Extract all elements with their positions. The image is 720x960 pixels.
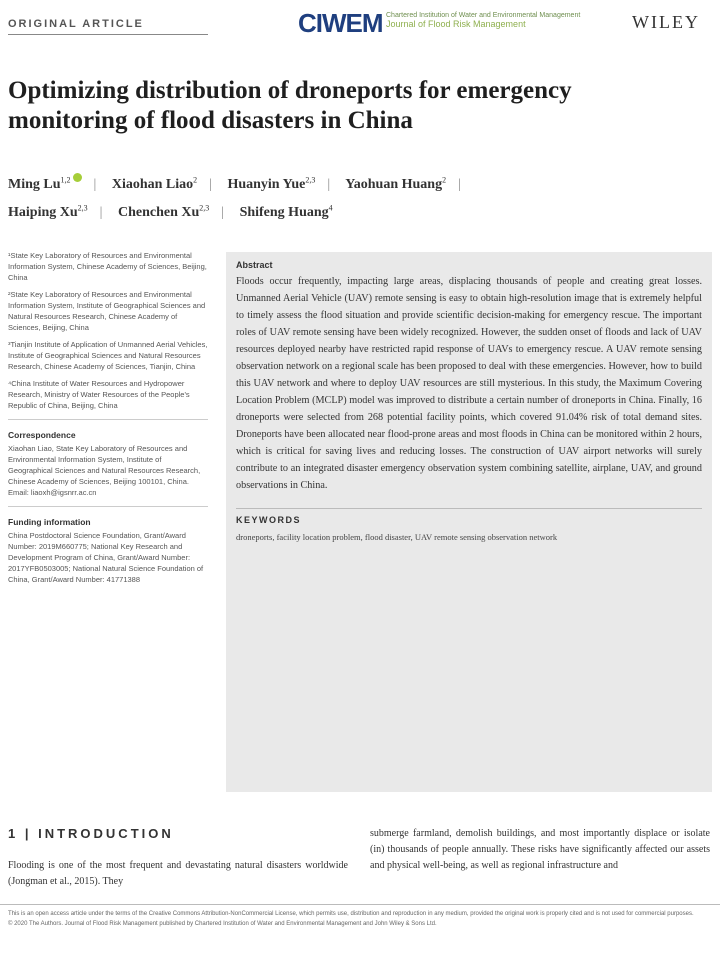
keywords-text: droneports, facility location problem, flood disaster, UAV remote sensing observation network — [236, 532, 558, 542]
journal-sub-line-2: Journal of Flood Risk Management — [386, 19, 526, 29]
author[interactable]: Huanyin Yue$^{2,3}$ — [227, 175, 316, 192]
journal-subtitle — [386, 12, 616, 28]
sidebar-divider — [8, 506, 208, 507]
abstract-heading: Abstract — [236, 260, 273, 270]
journal-header — [0, 0, 720, 44]
abstract-text: Floods occur frequently, impacting large areas, displacing thousands of people and creating great losses. Unmanned Aerial Vehicle (UAV) remote sensing is easy to obtain high-resolution image that is extremely helpful to timely assess the flood situation and provide scientific decision-making for emergency rescue. The important roles of UAV remote sensing have been widely recognized. However, the sudden onset of floods and lack of UAV resources deployed nearby have restricted rapid response of UAVs to emergency rescue. A UAV remote sensing observation network on a regional scale has been proposed to deal with these emergencies. However, how to build this UAV network and where to deploy UAV resources are still mysterious. In this study, the Maximum Covering Location Problem (MCLP) model was improved to distribute a certain number of droneports in China. Finally, 16 droneports were selected from 268 potential facility points, which covered 91.04% risk of total demand sites. Droneports have been allocated near flood-prone areas and most floods in China can be monitored within 2 hours, which is critical for saving lives and reducing losses. The construction of UAV airport networks will surely contribute to an integrated disaster emergency observation system combining satellite, airplane, UAV, and ground observations in China. — [236, 276, 702, 491]
article-title: Optimizing distribution of droneports for emergency monitoring of flood disasters in China — [8, 77, 572, 134]
author[interactable]: Shifeng Huang$^4$ — [239, 203, 333, 221]
orcid-icon[interactable] — [73, 173, 82, 182]
journal-sub-line-1: Chartered Institution of Water and Environmental Management — [386, 12, 581, 19]
keywords-heading: KEYWORDS — [236, 508, 702, 525]
author-list: Ming Lu$^{1,2}$ | Xiaohan Liao$^2$ | Huanyin Yue$^{2,3}$ | Yaohuan Huang$^2$ | Haiping Xu$^{2,3}$ | Chenchen Xu$^{2,3}$ | Shifeng Huang$^4$ — [8, 175, 461, 221]
affiliation: ¹State Key Laboratory of Resources and Environmental Information System, Chinese Academy of Sciences, Beijing, China — [8, 251, 207, 282]
author[interactable]: Ming Lu$^{1,2}$ — [8, 177, 82, 192]
correspondence-heading: Correspondence — [8, 430, 76, 440]
affiliation: ³Tianjin Institute of Application of Unmanned Aerial Vehicles, Institute of Geographical Sciences and Natural Resources Research, Chinese Academy of Sciences, Tianjin, China — [8, 340, 208, 371]
author[interactable]: Chenchen Xu$^{2,3}$ — [117, 203, 210, 221]
affiliation: ⁴China Institute of Water Resources and Hydropower Research, Ministry of Water Resources of the People's Republic of China, Beijing, China — [8, 379, 190, 410]
copyright-text: © 2020 The Authors. Journal of Flood Risk Management published by Chartered Institution of Water and Environmental Management and John Wiley & Sons Ltd. — [8, 921, 437, 927]
abstract-box — [226, 252, 712, 792]
license-text: This is an open access article under the terms of the Creative Commons Attribution-NonCommercial License, which permits use, distribution and reproduction in any medium, provided the original work is properly cited and is not used for commercial purposes. — [8, 911, 694, 917]
sidebar-divider — [8, 419, 208, 420]
author[interactable]: Xiaohan Liao$^2$ — [111, 175, 198, 192]
funding-text: China Postdoctoral Science Foundation, Grant/Award Number: 2019M660775; National Key Research and Development Program of China, Grant/Award Number: 2017YFB0503005; National Natural Science Foundation of China, Grant/Award Number: 41771388 — [8, 531, 204, 584]
affiliations-sidebar — [8, 250, 208, 585]
header-divider — [8, 34, 208, 35]
article-type-label: ORIGINAL ARTICLE — [8, 18, 144, 30]
wiley-logo: WILEY — [632, 12, 700, 32]
correspondence-email[interactable]: Email: liaoxh@igsnrr.ac.cn — [8, 488, 97, 497]
author[interactable]: Haiping Xu$^{2,3}$ — [8, 203, 88, 221]
correspondence-text: Xiaohan Liao, State Key Laboratory of Resources and Environmental Information System, Institute of Geographical Sciences and Natural Resources Research, Chinese Academy of Sciences, Beijing 100101, China. — [8, 444, 201, 486]
author[interactable]: Yaohuan Huang$^2$ — [345, 175, 447, 192]
intro-right-column: submerge farmland, demolish buildings, and most importantly displace or isolate (in) thousands of people annually. These risks have significantly affected our assets and physical well-being, as well as regional infrastructure and — [370, 828, 710, 871]
affiliation: ²State Key Laboratory of Resources and Environmental Information System, Institute of Geographical Sciences and Natural Resources Research, Chinese Academy of Sciences, Beijing, China — [8, 290, 206, 332]
funding-heading: Funding information — [8, 517, 91, 527]
license-footer — [0, 904, 720, 960]
introduction-heading: 1 | INTRODUCTION — [8, 826, 174, 841]
ciwem-logo: CIWEM — [298, 8, 383, 38]
intro-left-column: Flooding is one of the most frequent and devastating natural disasters worldwide (Jongman et al., 2015). They — [8, 860, 348, 887]
